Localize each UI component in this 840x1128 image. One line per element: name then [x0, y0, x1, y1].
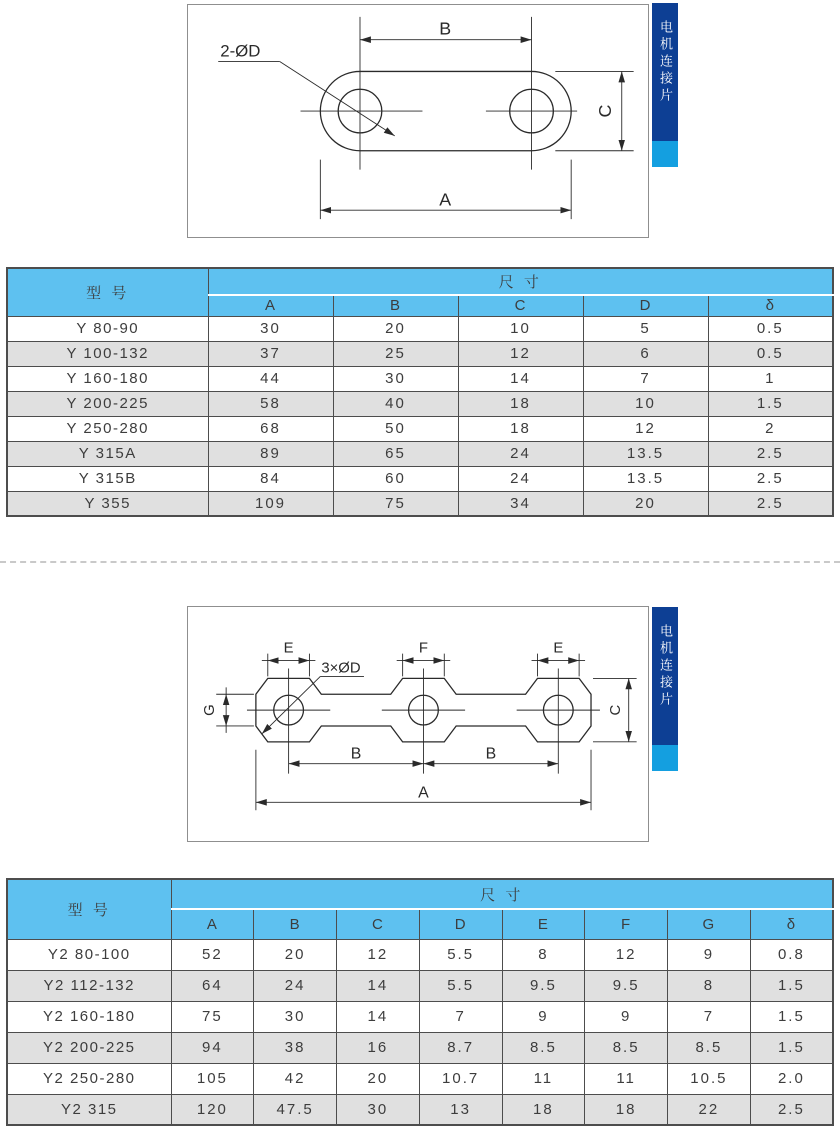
- table1-header-row: [7, 268, 833, 295]
- value-cell: 14: [337, 970, 420, 1001]
- value-cell: 12: [337, 939, 420, 970]
- model-cell: Y2 200-225: [7, 1032, 171, 1063]
- value-cell: 1.5: [708, 391, 833, 416]
- value-cell: 13: [419, 1094, 502, 1125]
- model-cell: Y2 80-100: [7, 939, 171, 970]
- value-cell: 22: [668, 1094, 751, 1125]
- table-row: [7, 391, 833, 416]
- value-cell: 18: [502, 1094, 585, 1125]
- value-cell: 89: [208, 441, 333, 466]
- dim-label-c: C: [594, 104, 615, 118]
- value-cell: 18: [458, 416, 583, 441]
- value-cell: 94: [171, 1032, 254, 1063]
- value-cell: 1.5: [750, 970, 833, 1001]
- value-cell: 8: [668, 970, 751, 1001]
- table-row: [7, 1001, 833, 1032]
- dim-label-f: F: [418, 640, 428, 657]
- value-cell: 5.5: [419, 939, 502, 970]
- size-header-cell: 尺 寸: [208, 268, 833, 295]
- value-cell: 8: [502, 939, 585, 970]
- dim-label-a: A: [439, 189, 452, 210]
- table-row: [7, 341, 833, 366]
- dim-label-b-right: B: [485, 745, 497, 763]
- model-header-cell: 型 号: [7, 268, 208, 316]
- value-cell: 2.5: [708, 441, 833, 466]
- value-cell: 42: [254, 1063, 337, 1094]
- value-cell: 120: [171, 1094, 254, 1125]
- model-cell: Y2 315: [7, 1094, 171, 1125]
- table-row: [7, 939, 833, 970]
- value-cell: 2.5: [708, 491, 833, 516]
- value-cell: 8.5: [585, 1032, 668, 1063]
- value-cell: 68: [208, 416, 333, 441]
- value-cell: 30: [208, 316, 333, 341]
- table-row: [7, 416, 833, 441]
- value-cell: 60: [333, 466, 458, 491]
- value-cell: 20: [333, 316, 458, 341]
- dim-label-b-left: B: [350, 745, 362, 763]
- drawing-panel-two-hole: [187, 4, 649, 238]
- value-cell: 10: [458, 316, 583, 341]
- value-cell: 18: [458, 391, 583, 416]
- value-cell: 105: [171, 1063, 254, 1094]
- col-header: δ: [750, 909, 833, 939]
- value-cell: 9.5: [502, 970, 585, 1001]
- col-header: G: [668, 909, 751, 939]
- value-cell: 40: [333, 391, 458, 416]
- side-tab-bottom: [652, 607, 678, 771]
- table-row: [7, 366, 833, 391]
- value-cell: 14: [458, 366, 583, 391]
- value-cell: 30: [337, 1094, 420, 1125]
- model-cell: Y2 250-280: [7, 1063, 171, 1094]
- value-cell: 109: [208, 491, 333, 516]
- col-header: D: [419, 909, 502, 939]
- size-header-cell: 尺 寸: [171, 879, 833, 909]
- side-tab-light-square: [652, 745, 678, 771]
- value-cell: 18: [585, 1094, 668, 1125]
- value-cell: 24: [458, 441, 583, 466]
- value-cell: 1: [708, 366, 833, 391]
- dim-label-a: A: [418, 784, 429, 802]
- section-divider: [0, 561, 840, 563]
- value-cell: 0.5: [708, 316, 833, 341]
- table-row: [7, 970, 833, 1001]
- value-cell: 1.5: [750, 1001, 833, 1032]
- value-cell: 12: [583, 416, 708, 441]
- table-row: [7, 441, 833, 466]
- value-cell: 14: [337, 1001, 420, 1032]
- value-cell: 12: [458, 341, 583, 366]
- hole-callout-label: 2-ØD: [220, 41, 261, 61]
- value-cell: 50: [333, 416, 458, 441]
- value-cell: 24: [254, 970, 337, 1001]
- value-cell: 6: [583, 341, 708, 366]
- value-cell: 47.5: [254, 1094, 337, 1125]
- dim-label-e-left: E: [283, 640, 294, 657]
- value-cell: 2.5: [708, 466, 833, 491]
- value-cell: 34: [458, 491, 583, 516]
- value-cell: 8.5: [668, 1032, 751, 1063]
- value-cell: 24: [458, 466, 583, 491]
- table-row: [7, 491, 833, 516]
- model-cell: Y 355: [7, 491, 208, 516]
- value-cell: 52: [171, 939, 254, 970]
- value-cell: 64: [171, 970, 254, 1001]
- col-header: A: [171, 909, 254, 939]
- drawing-panel-three-hole: [187, 606, 649, 842]
- value-cell: 5: [583, 316, 708, 341]
- value-cell: 9: [502, 1001, 585, 1032]
- col-header: δ: [708, 295, 833, 316]
- col-header: D: [583, 295, 708, 316]
- side-tab-light-square: [652, 141, 678, 167]
- table-row: [7, 1032, 833, 1063]
- value-cell: 84: [208, 466, 333, 491]
- value-cell: 10.5: [668, 1063, 751, 1094]
- value-cell: 7: [419, 1001, 502, 1032]
- value-cell: 7: [668, 1001, 751, 1032]
- col-header: B: [254, 909, 337, 939]
- model-cell: Y2 160-180: [7, 1001, 171, 1032]
- value-cell: 11: [502, 1063, 585, 1094]
- value-cell: 11: [585, 1063, 668, 1094]
- value-cell: 0.8: [750, 939, 833, 970]
- value-cell: 75: [171, 1001, 254, 1032]
- value-cell: 2.5: [750, 1094, 833, 1125]
- value-cell: 8.7: [419, 1032, 502, 1063]
- value-cell: 25: [333, 341, 458, 366]
- value-cell: 75: [333, 491, 458, 516]
- model-cell: Y 315B: [7, 466, 208, 491]
- col-header: F: [585, 909, 668, 939]
- side-tab-label: 电机连接片: [658, 20, 673, 105]
- side-tab-top: [652, 3, 678, 167]
- model-cell: Y 315A: [7, 441, 208, 466]
- table-row: [7, 1094, 833, 1125]
- centerlines: [247, 668, 600, 773]
- value-cell: 30: [333, 366, 458, 391]
- table-row: [7, 466, 833, 491]
- value-cell: 10: [583, 391, 708, 416]
- value-cell: 30: [254, 1001, 337, 1032]
- value-cell: 8.5: [502, 1032, 585, 1063]
- dimension-table-y-series: [6, 267, 834, 517]
- table-row: [7, 1063, 833, 1094]
- value-cell: 9.5: [585, 970, 668, 1001]
- dim-label-b: B: [439, 18, 452, 39]
- col-header: E: [502, 909, 585, 939]
- model-cell: Y 80-90: [7, 316, 208, 341]
- value-cell: 38: [254, 1032, 337, 1063]
- value-cell: 20: [254, 939, 337, 970]
- dim-label-e-right: E: [553, 640, 564, 657]
- model-cell: Y 250-280: [7, 416, 208, 441]
- model-cell: Y 100-132: [7, 341, 208, 366]
- value-cell: 65: [333, 441, 458, 466]
- table2-header-row: [7, 879, 833, 909]
- value-cell: 13.5: [583, 466, 708, 491]
- dimension-table-y2-series: [6, 878, 834, 1126]
- value-cell: 44: [208, 366, 333, 391]
- model-cell: Y 200-225: [7, 391, 208, 416]
- dim-label-c: C: [607, 704, 624, 716]
- value-cell: 20: [337, 1063, 420, 1094]
- value-cell: 37: [208, 341, 333, 366]
- model-header-cell: 型 号: [7, 879, 171, 939]
- value-cell: 9: [585, 1001, 668, 1032]
- hole-callout-label: 3×ØD: [321, 660, 361, 677]
- value-cell: 5.5: [419, 970, 502, 1001]
- value-cell: 20: [583, 491, 708, 516]
- col-header: A: [208, 295, 333, 316]
- dim-label-g: G: [202, 704, 219, 716]
- side-tab-dark-band: [652, 3, 678, 141]
- value-cell: 9: [668, 939, 751, 970]
- two-hole-plate-drawing: [188, 5, 648, 237]
- col-header: C: [458, 295, 583, 316]
- value-cell: 2: [708, 416, 833, 441]
- col-header: C: [337, 909, 420, 939]
- value-cell: 12: [585, 939, 668, 970]
- col-header: B: [333, 295, 458, 316]
- model-cell: Y2 112-132: [7, 970, 171, 1001]
- model-cell: Y 160-180: [7, 366, 208, 391]
- value-cell: 7: [583, 366, 708, 391]
- value-cell: 2.0: [750, 1063, 833, 1094]
- value-cell: 10.7: [419, 1063, 502, 1094]
- table-row: [7, 316, 833, 341]
- side-tab-label: 电机连接片: [658, 624, 673, 709]
- value-cell: 0.5: [708, 341, 833, 366]
- side-tab-dark-band: [652, 607, 678, 745]
- value-cell: 58: [208, 391, 333, 416]
- value-cell: 13.5: [583, 441, 708, 466]
- value-cell: 1.5: [750, 1032, 833, 1063]
- value-cell: 16: [337, 1032, 420, 1063]
- three-hole-plate-drawing: [188, 607, 648, 841]
